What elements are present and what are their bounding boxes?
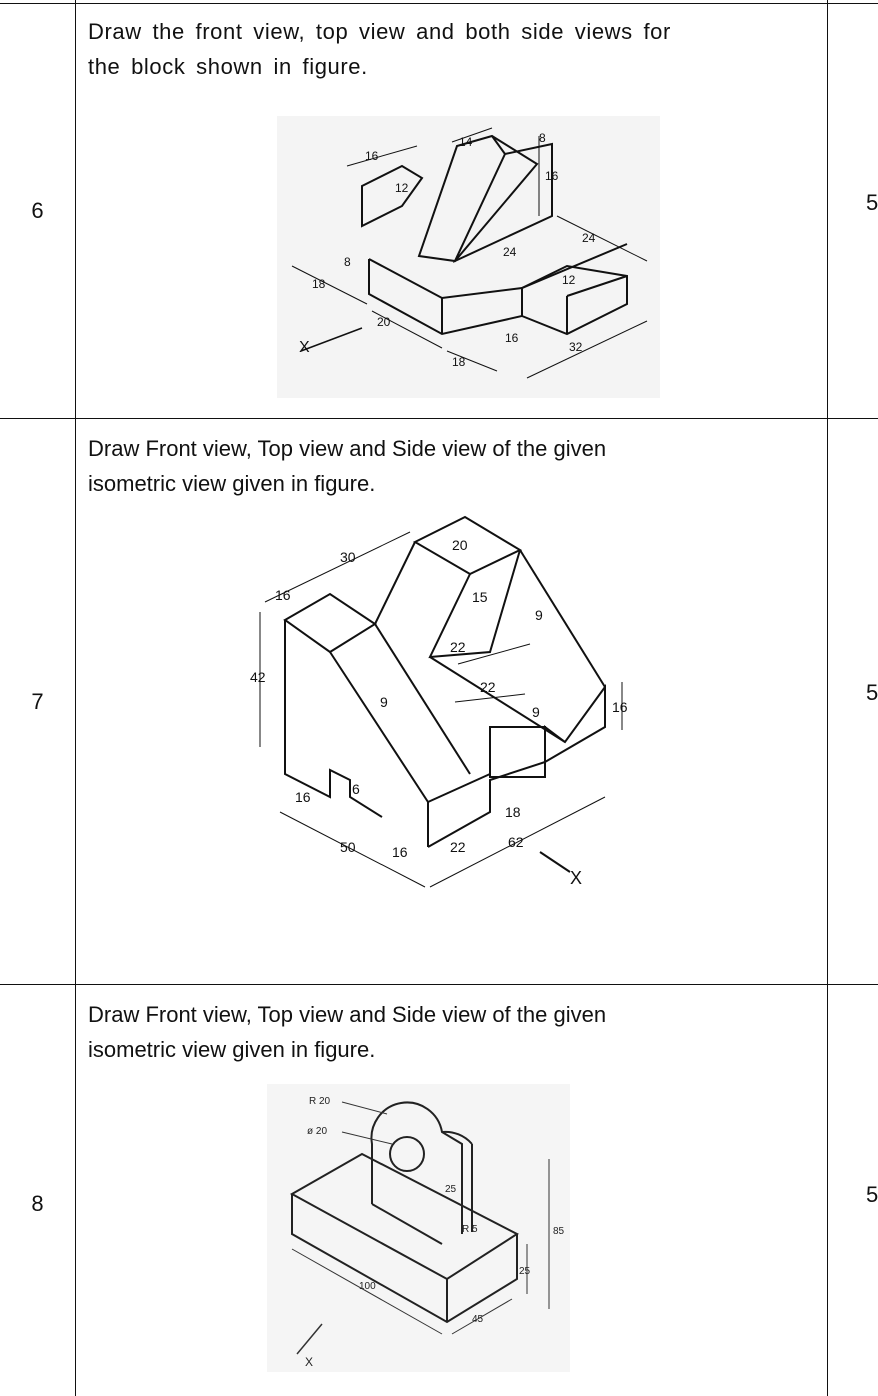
fig6-dim-32: 32 bbox=[569, 340, 583, 354]
question-7-line-2: isometric view given in figure. bbox=[88, 471, 376, 496]
fig7-dim-15: 15 bbox=[472, 589, 488, 605]
fig8-dim-25-right: 25 bbox=[519, 1266, 531, 1277]
fig6-dim-24: 24 bbox=[503, 245, 517, 259]
fig7-dim-42: 42 bbox=[250, 669, 266, 685]
question-8-line-2: isometric view given in figure. bbox=[88, 1037, 376, 1062]
fig6-dim-8-left: 8 bbox=[344, 255, 351, 269]
fig8-dim-r20: R 20 bbox=[309, 1096, 331, 1107]
fig7-dim-9-left: 9 bbox=[380, 694, 388, 710]
fig8-dim-85: 85 bbox=[553, 1226, 565, 1237]
figure-6-drawing bbox=[277, 116, 660, 398]
question-6-line-1: Draw the front view, top view and both side views for bbox=[88, 19, 671, 44]
row-divider-6-7 bbox=[0, 418, 878, 419]
fig8-dim-100: 100 bbox=[359, 1281, 376, 1292]
question-number-6: 6 bbox=[31, 198, 44, 223]
fig8-dim-25-top: 25 bbox=[445, 1184, 457, 1195]
fig7-dim-30: 30 bbox=[340, 549, 356, 565]
fig7-dim-6: 6 bbox=[352, 781, 360, 797]
fig6-dim-24-right: 24 bbox=[582, 231, 596, 245]
fig7-dim-50: 50 bbox=[340, 839, 356, 855]
table-top-border bbox=[0, 3, 878, 4]
fig6-dim-14: 14 bbox=[459, 135, 473, 149]
question-text-6 bbox=[88, 14, 788, 84]
marks-8: 5 bbox=[866, 1182, 878, 1207]
fig7-dim-62: 62 bbox=[508, 834, 524, 850]
question-text-7 bbox=[88, 431, 788, 501]
fig6-dim-12: 12 bbox=[395, 181, 409, 195]
figure-8-drawing bbox=[267, 1084, 570, 1372]
fig6-dim-16-bottom: 16 bbox=[505, 331, 519, 345]
fig6-dim-18-bottom: 18 bbox=[452, 355, 466, 369]
fig6-view-x: X bbox=[299, 339, 310, 356]
fig7-dim-16-right: 16 bbox=[612, 699, 628, 715]
question-text-8 bbox=[88, 997, 788, 1067]
marks-7: 5 bbox=[866, 680, 878, 705]
figure-6-block-isometric bbox=[277, 116, 660, 398]
table-left-divider bbox=[75, 0, 76, 1396]
figure-8-bracket-isometric bbox=[267, 1084, 570, 1372]
fig7-dim-22-mid: 22 bbox=[480, 679, 496, 695]
fig7-dim-16-bottom: 16 bbox=[392, 844, 408, 860]
question-number-7: 7 bbox=[31, 689, 44, 714]
figure-7-drawing bbox=[240, 512, 630, 904]
fig7-dim-9-top: 9 bbox=[535, 607, 543, 623]
marks-6: 5 bbox=[866, 190, 878, 215]
question-number-8: 8 bbox=[31, 1191, 44, 1216]
fig7-dim-16-left: 16 bbox=[295, 789, 311, 805]
fig8-view-x: X bbox=[305, 1355, 314, 1369]
fig8-dim-45: 45 bbox=[472, 1314, 484, 1325]
row-divider-7-8 bbox=[0, 984, 878, 985]
figure-7-block-isometric bbox=[240, 512, 630, 904]
fig6-dim-16: 16 bbox=[365, 149, 379, 163]
table-right-divider bbox=[827, 0, 828, 1396]
fig7-dim-18: 18 bbox=[505, 804, 521, 820]
fig7-dim-20: 20 bbox=[452, 537, 468, 553]
fig7-view-x: X bbox=[570, 868, 583, 888]
fig6-dim-16-height: 16 bbox=[545, 169, 559, 183]
fig8-dim-r5: R 5 bbox=[462, 1224, 478, 1235]
question-6-line-2: the block shown in figure. bbox=[88, 54, 368, 79]
question-7-line-1: Draw Front view, Top view and Side view of the given bbox=[88, 436, 607, 461]
fig8-dim-dia20: ø 20 bbox=[307, 1126, 328, 1137]
question-8-line-1: Draw Front view, Top view and Side view of the given bbox=[88, 1002, 607, 1027]
fig7-dim-22-bottom: 22 bbox=[450, 839, 466, 855]
fig7-dim-9-right: 9 bbox=[532, 704, 540, 720]
fig6-dim-12-right: 12 bbox=[562, 273, 576, 287]
fig7-dim-22-top: 22 bbox=[450, 639, 466, 655]
fig6-dim-8-top: 8 bbox=[539, 131, 546, 145]
fig7-dim-16-top: 16 bbox=[275, 587, 291, 603]
fig6-dim-18: 18 bbox=[312, 277, 326, 291]
fig6-dim-20: 20 bbox=[377, 315, 391, 329]
